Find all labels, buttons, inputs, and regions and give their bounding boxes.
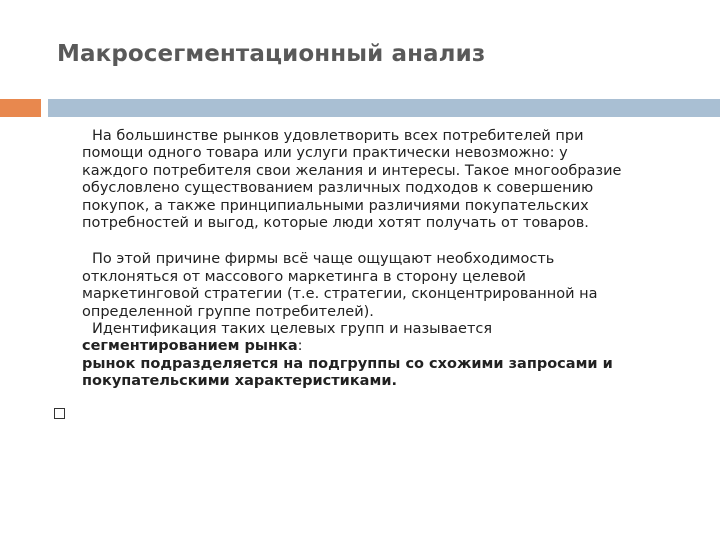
term-segmentation: сегментированием рынка bbox=[82, 338, 298, 355]
bold-text-line: рынок подразделяется на подгруппы со схожими запросами и bbox=[82, 355, 613, 372]
paragraph-2 bbox=[82, 251, 692, 390]
rule-accent-block bbox=[0, 99, 41, 117]
text-line: потребностей и выгод, которые люди хотят получать от товаров. bbox=[82, 215, 589, 232]
text-line: определенной группе потребителей). bbox=[82, 303, 374, 320]
slide-body bbox=[82, 128, 692, 391]
text-line: каждого потребителя свои желания и интересы. Такое многообразие bbox=[82, 162, 622, 179]
text-line: помощи одного товара или услуги практически невозможно: у bbox=[82, 145, 568, 162]
square-bullet-icon bbox=[54, 408, 65, 419]
text-line: Идентификация таких целевых групп и называется bbox=[92, 321, 493, 338]
text-line bbox=[82, 338, 692, 355]
text-line: отклоняться от массового маркетинга в сторону целевой bbox=[82, 268, 526, 285]
text-line: покупок, а также принципиальными различиями покупательских bbox=[82, 197, 589, 214]
text-line: На большинстве рынков удовлетворить всех потребителей при bbox=[92, 128, 584, 144]
text-line: обусловлено существованием различных подходов к совершению bbox=[82, 180, 594, 197]
slide-title: Макросегментационный анализ bbox=[57, 41, 486, 67]
title-rule bbox=[0, 99, 720, 117]
rule-bar bbox=[48, 99, 720, 117]
paragraph-1 bbox=[82, 128, 692, 232]
text-line: По этой причине фирмы всё чаще ощущают необходимость bbox=[92, 251, 555, 268]
bold-text-line: покупательскими характеристиками. bbox=[82, 373, 397, 390]
text-line: маркетинговой стратегии (т.е. стратегии, сконцентрированной на bbox=[82, 286, 598, 303]
term-suffix: : bbox=[297, 338, 303, 355]
